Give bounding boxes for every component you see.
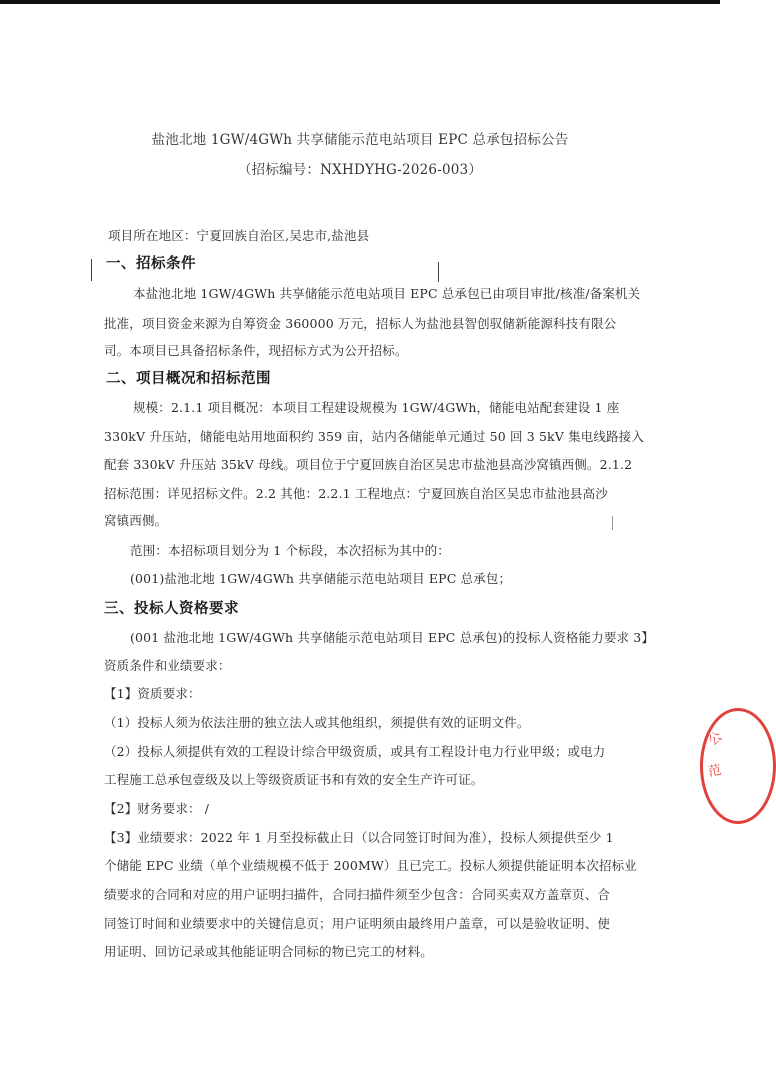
project-location: 项目所在地区：宁夏回族自治区,吴忠市,盐池县 [108,228,370,243]
paragraph-line: 招标范围：详见招标文件。2.2 其他：2.2.1 工程地点：宁夏回族自治区吴忠市盐池县高沙 [104,486,608,501]
section-heading-project-overview: 二、项目概况和招标范围 [106,371,271,387]
paragraph-line: 同签订时间和业绩要求中的关键信息页；用户证明须由最终用户盖章，可以是验收证明、使 [104,916,611,931]
section-heading-tender-conditions: 一、招标条件 [106,256,196,272]
paragraph-line: （1）投标人须为依法注册的独立法人或其他组织，须提供有效的证明文件。 [104,715,530,730]
paragraph-line: 批准，项目资金来源为自筹资金 360000 万元，招标人为盐池县智创驭储新能源科技有限公 [104,316,617,331]
seal-char: 范 [707,762,723,780]
paragraph-line: 资质条件和业绩要求： [104,658,231,673]
paragraph-line: (001 盐池北地 1GW/4GWh 共享储能示范电站项目 EPC 总承包)的投标人资格能力要求 3】 [130,630,654,645]
scan-mark-center [438,262,439,282]
paragraph-line: 【2】财务要求： / [104,801,210,816]
paragraph-line: 【3】业绩要求：2022 年 1 月至投标截止日（以合同签订时间为准），投标人须提供至少 1 [104,830,614,845]
paragraph-line: 个储能 EPC 业绩（单个业绩规模不低于 200MW）且已完工。投标人须提供能证明本次招标业 [104,858,637,873]
paragraph-line: 配套 330kV 升压站 35kV 母线。项目位于宁夏回族自治区吴忠市盐池县高沙窝镇西侧。2.1.2 [104,457,633,472]
scan-mark-right [612,516,613,530]
paragraph-line: 绩要求的合同和对应的用户证明扫描件，合同扫描件须至少包含：合同买卖双方盖章页、合 [104,887,611,902]
paragraph-line: 规模：2.1.1 项目概况：本项目工程建设规模为 1GW/4GWh，储能电站配套建设 1 座 [133,400,620,415]
seal-char: 公 [705,729,726,749]
top-edge-bar [0,0,720,4]
document-title: 盐池北地 1GW/4GWh 共享储能示范电站项目 EPC 总承包招标公告 [151,132,569,148]
paragraph-line: 工程施工总承包壹级及以上等级资质证书和有效的安全生产许可证。 [104,772,484,787]
paragraph-line: 【1】资质要求： [104,686,201,701]
tender-number: （招标编号：NXHDYHG-2026-003） [237,162,483,178]
scan-mark-left [91,259,92,281]
paragraph-line: 330kV 升压站，储能电站用地面积约 359 亩，站内各储能单元通过 50 回 3 5kV 集电线路接入 [104,429,644,444]
paragraph-line: 范围：本招标项目划分为 1 个标段，本次招标为其中的： [130,543,450,558]
paragraph-line: 用证明、回访记录或其他能证明合同标的物已完工的材料。 [104,944,433,959]
paragraph-line: 窝镇西侧。 [104,513,168,528]
section-heading-bidder-qualifications: 三、投标人资格要求 [104,601,239,617]
paragraph-line: 司。本项目已具备招标条件，现招标方式为公开招标。 [104,343,408,358]
paragraph-line: 本盐池北地 1GW/4GWh 共享储能示范电站项目 EPC 总承包已由项目审批/核准/备案机关 [133,286,641,301]
paragraph-line: （2）投标人须提供有效的工程设计综合甲级资质，或具有工程设计电力行业甲级；或电力 [104,744,606,759]
paragraph-line: (001)盐池北地 1GW/4GWh 共享储能示范电站项目 EPC 总承包； [130,571,512,586]
